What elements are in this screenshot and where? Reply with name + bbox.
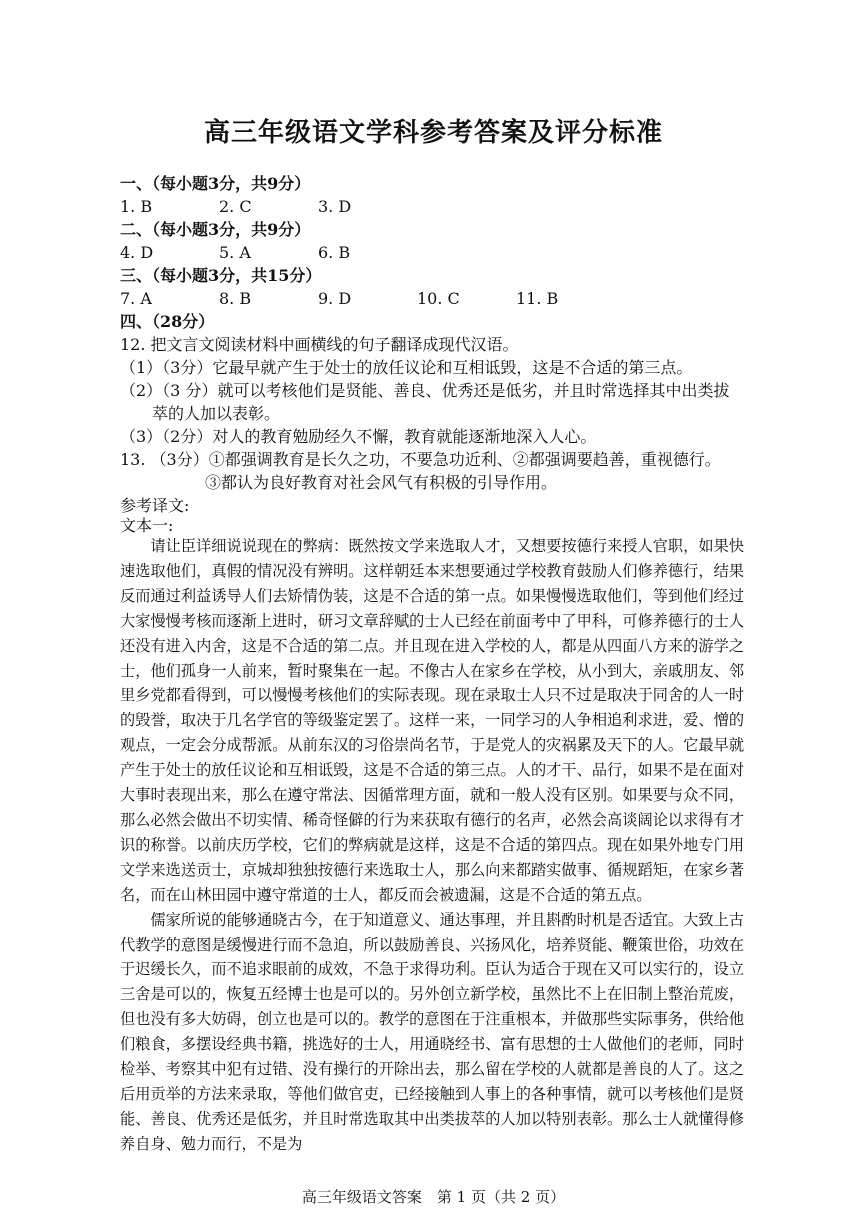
question-12-intro: 12. 把文言文阅读材料中画横线的句子翻译成现代汉语。 xyxy=(120,335,519,354)
answer-item: 3. D xyxy=(318,197,352,216)
question-12-answer-1: （1）（3分）它最早就产生于处士的放任议论和互相诋毁，这是不合适的第三点。 xyxy=(120,358,693,377)
question-13-answer-cont: ③都认为良好教育对社会风气有积极的引导作用。 xyxy=(205,473,558,492)
section-2-answers xyxy=(120,242,350,264)
section-1-header: 一、（每小题3分，共9分） xyxy=(120,174,311,193)
translation-paragraph-2: 儒家所说的能够通晓古今，在于知道意义、通达事理，并且斟酌时机是否适宜。大致上古代教学的意图是缓慢进行而不急迫，所以鼓励善良、兴扬风化，培养贤能、鞭策世俗，功效在于迟缓长久，而不追求眼前的成效，不急于求得功利。臣认为适合于现在又可以实行的，设立三舍是可以的，恢复五经博士也是可以的。另外创立新学校，虽然比不上在旧制上整治荒废，但也没有多大妨碍，创立也是可以的。教学的意图在于注重根本，并做那些实际事务，供给他们粮食，多摆设经典书籍，挑选好的士人，用通晓经书、富有思想的士人做他们的老师，同时检举、考察其中犯有过错、没有操行的开除出去，那么留在学校的人就都是善良的人了。这之后用贡举的方法来录取，等他们做官吏，已经接触到人事上的各种事情，就可以考核他们是贤能、善良、优秀还是低劣，并且时常选取其中出类拔萃的人加以特别表彰。那么士人就懂得修养自身、勉力而行，不是为 xyxy=(120,910,744,1153)
answer-item: 6. B xyxy=(318,243,351,262)
question-12-answer-3: （3）（2分）对人的教育勉励经久不懈，教育就能逐渐地深入人心。 xyxy=(120,427,597,446)
page-footer: 高三年级语文答案 第 1 页（共 2 页） xyxy=(301,1188,566,1206)
section-1-answers xyxy=(120,196,351,218)
translation-body xyxy=(120,534,744,1157)
question-13-answer: 13. （3分）①都强调教育是长久之功，不要急功近利、②都强调要趋善，重视德行。 xyxy=(120,450,721,469)
text-1-label: 文本一: xyxy=(120,516,174,535)
answer-item: 11. B xyxy=(516,289,559,308)
answer-item: 5. A xyxy=(219,243,251,262)
answer-item: 1. B xyxy=(120,197,153,216)
page-title: 高三年级语文学科参考答案及评分标准 xyxy=(203,118,663,148)
reference-translation-label: 参考译文: xyxy=(120,496,190,515)
translation-paragraph-1: 请让臣详细说说现在的弊病：既然按文学来选取人才，又想要按德行来授人官职，如果快速选取他们，真假的情况没有辨明。这样朝廷本来想要通过学校教育鼓励人们修养德行，结果反而通过利益诱导人们去矫情伪装，这是不合适的第一点。如果慢慢选取他们，等到他们经过大家慢慢考核而逐渐上进时，研习文章辞赋的士人已经在前面考中了甲科，可修养德行的士人还没有进入内舍，这是不合适的第二点。并且现在进入学校的人，都是从四面八方来的游学之士，他们孤身一人前来，暂时聚集在一起。不像古人在家乡在学校，从小到大，亲戚朋友、邻里乡党都看得到，可以慢慢考核他们的实际表现。现在录取士人只不过是取决于同舍的人一时的毁誉，取决于几名学官的等级鉴定罢了。这样一来，一同学习的人争相追利求进，爱、憎的观点，一定会分成帮派。从前东汉的习俗崇尚名节，于是党人的灾祸累及天下的人。它最早就产生于处士的放任议论和互相诋毁，这是不合适的第三点。人的才干、品行，如果不是在面对大事时表现出来，那么在遵守常法、因循常理方面，就和一般人没有区别。如果要与众不同，那么必然会做出不切实情、稀奇怪僻的行为来获取有德行的名声，必然会高谈阔论以求得有才识的称誉。以前庆历学校，它们的弊病就是这样，这是不合适的第四点。现在如果外地专门用文学来选送贡士，京城却独独按德行来选取士人，那么向来都踏实做事、循规蹈矩，在家乡著名，而在山林田园中遵守常道的士人，都反而会被遗漏，这是不合适的第五点。 xyxy=(120,537,744,904)
section-3-header: 三、（每小题3分，共15分） xyxy=(120,266,322,285)
section-3-answers xyxy=(120,288,558,310)
answer-item: 9. D xyxy=(318,289,352,308)
section-4-header: 四、（28分） xyxy=(120,312,215,331)
answer-item: 4. D xyxy=(120,243,154,262)
answer-item: 2. C xyxy=(219,197,252,216)
answer-item: 10. C xyxy=(417,289,460,308)
answer-item: 8. B xyxy=(219,289,252,308)
answer-item: 7. A xyxy=(120,289,152,308)
question-12-answer-2: （2）（3 分）就可以考核他们是贤能、善良、优秀还是低劣，并且时常选择其中出类拔 xyxy=(120,381,730,400)
question-12-answer-2-cont: 萃的人加以表彰。 xyxy=(152,404,281,423)
section-2-header: 二、（每小题3分，共9分） xyxy=(120,220,311,239)
